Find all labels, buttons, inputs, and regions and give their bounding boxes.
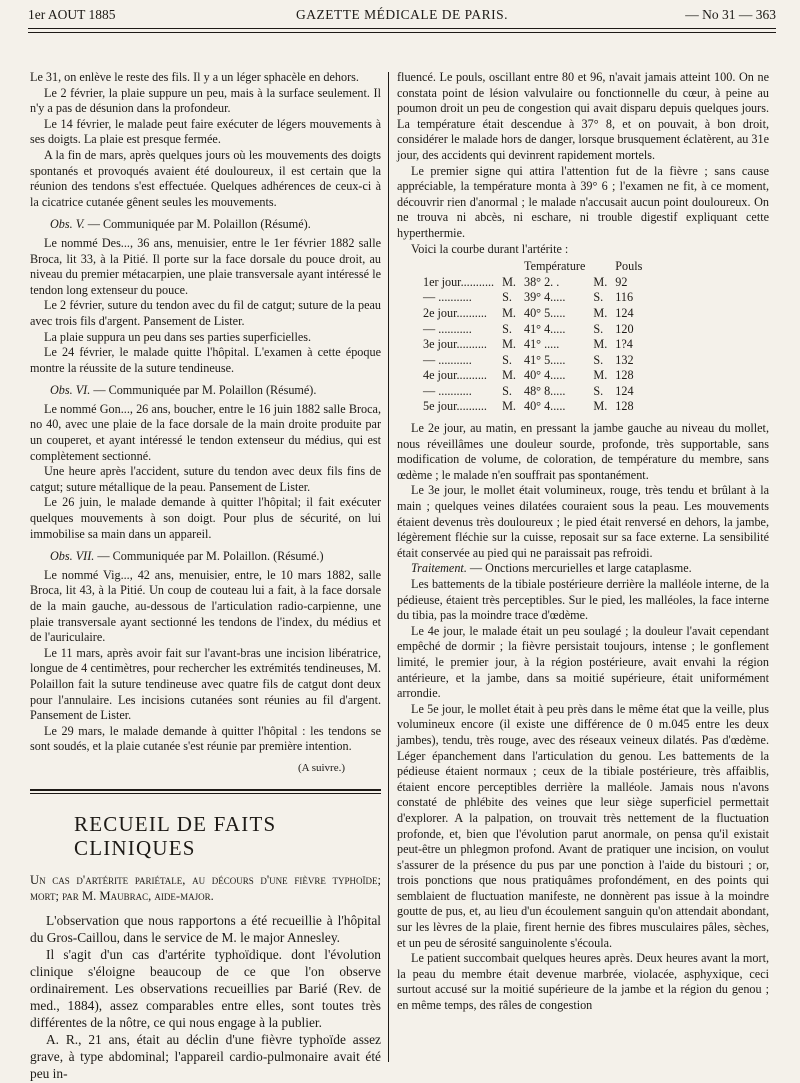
cell-day: — ........... — [423, 352, 472, 367]
table-row — [419, 275, 646, 291]
treatment-label: Traitement. — [411, 561, 467, 576]
cell-temp: 40° 4..... — [523, 399, 566, 414]
paragraph: Le patient succombait quelques heures après. Deux heures avant la mort, la peau du membre était devenue marbrée, violacée, asphyxique, ceci surtout accusé sur la moitié supérieure de la jambe et la région du genou ; en même temps, des râles de congestion — [397, 951, 769, 1013]
paragraph: A. R., 21 ans, était au déclin d'une fièvre typhoïde assez grave, à type abdominal; l'appareil cardio-pulmonaire avait été peu in- — [30, 1031, 381, 1081]
table-header-row — [419, 259, 646, 275]
paragraph: Le 11 mars, après avoir fait sur l'avant-bras une incision libératrice, longue de 4 centimètres, pour rechercher les extrémités tendineuses, M. Polaillon fait la suture tendineuse avec quatre fils de catgut dont deux pour l'annulaire. Les incisions cutanées sont réunies au fil d'argent. Pansement de Lister. — [30, 645, 381, 723]
cell-tm: M. — [502, 305, 516, 320]
paragraph: L'observation que nous rapportons a été recueillie à l'hôpital du Gros-Caillou, dans le service de M. le major Annesley. — [30, 912, 381, 945]
cell-tm: S. — [502, 352, 512, 367]
paragraph: Le 5e jour, le mollet était à peu près dans le même état que la veille, plus volumineux encore (il existe une différence de 0 m.045 entre les deux jambes), tendu, très rouge, avec des réseaux veineux dilatés. Pas d'œdème. Léger épanchement dans l'articulation du genou. Les battements de la pédieuse étaient normaux ; ceux de la tibiale postérieure, très affaiblis, étaient encore perceptibles derrière la malléole. Jamais nous n'avons constaté de phlébite des veines que leur siège superficiel permettait d'explorer. A la palpation, on trouvait très nettement de la fluctuation profonde, et, bien que l'évolution parut anormale, on pensa qu'il existait peut-être un phlegmon profond. Avant de pratiquer une incision, on voulut s'assurer de la présence du pus par une ponction à l'aide du bistouri ; or, trois ponctions que nous pratiquâmes profondément, en des points qui semblaient de fluctuation manifeste, ne donnèrent pas issue à la moindre goutte de pus, et, au lieu d'un écoulement sanguin qu'on attendait abondant, sur les lèvres de la plaie, firent hernie des fibres musculaires pâles, sèches, et un peu de sérosité sanguinolente s'écoula. — [397, 701, 769, 950]
paragraph: Le premier signe qui attira l'attention fut de la fièvre ; sans cause appréciable, la température monta à 39° 6 ; l'examen ne fit, à ce moment, découvrir rien d'anormal ; le malade n'accusait aucun point douloureux. On ne trouva ni abcès, ni eschare, ni trouble digestif expliquant cette hyperthermie. — [397, 163, 769, 240]
observation-heading — [30, 383, 381, 399]
paragraph: Le 3e jour, le mollet était volumineux, rouge, très tendu et brûlant à la main ; quelques veines dilatées couraient sous la peau. Les mouvements étaient devenus très douloureux ; le pied était renversé en dehors, la jambe, légèrement fléchie sur la cuisse, reposait sur sa face externe. La sensibilité était conservée au pied qui ne paraissait pas refroidi. — [397, 483, 769, 560]
cell-temp: 38° 2. . — [523, 274, 560, 289]
table-row — [419, 368, 646, 384]
cell-day: 1er jour........... — [423, 274, 495, 289]
paragraph: Il s'agit d'un cas d'artérite typhoïdique. dont l'évolution clinique s'éloigne beaucoup de ce que l'on observe ordinairement. Les observations recueillies par Barié (Rev. de med., 1884), assez comparables entre elles, sont toutes très différentes de la nôtre, ce qui nous engage à la publier. — [30, 946, 381, 1030]
column-header-pouls: Pouls — [615, 259, 643, 274]
paragraph: Le 24 février, le malade quitte l'hôpital. L'examen à cette époque montre la réussite de la suture tendineuse. — [30, 345, 381, 375]
cell-pm: M. — [593, 274, 608, 289]
paragraph: Voici la courbe durant l'artérite : — [411, 241, 569, 256]
cell-day: 5e jour.......... — [423, 399, 487, 414]
cell-temp: 39° 4..... — [523, 290, 566, 305]
cell-pm: M. — [593, 305, 608, 320]
cell-pm: S. — [593, 383, 604, 398]
table-row — [419, 322, 646, 338]
cell-day: 2e jour.......... — [423, 305, 487, 320]
cell-pouls: 116 — [615, 290, 634, 305]
paragraph: Le 4e jour, le malade était un peu soulagé ; la douleur l'avait cependant empêché de dormir ; la fièvre persistait toujours, intense ; le gonflement limité, le premier jour, à la région postérieure, avait envahi la région antérieure, et la jambe, dans sa moitié supérieure, était uniformément arrondie. — [397, 623, 769, 701]
paragraph: fluencé. Le pouls, oscillant entre 80 et 96, n'avait jamais atteint 100. On ne constata point de lésion valvulaire ou fonctionnelle du cœur, à peine au poumon droit un peu de congestion qui avait disparu depuis quelques jours. La température était descendue à 37° 8, et on pouvait, à bon droit, considérer le malade hors de danger, lorsque brusquement éclatèrent, au 31e jour, des accidents qui devinrent rapidement mortels. — [397, 70, 769, 162]
paragraph: Le 31, on enlève le reste des fils. Il y a un léger sphacèle en dehors. — [30, 70, 359, 84]
header-rule-thin — [28, 32, 776, 33]
cell-tm: M. — [502, 368, 516, 383]
table-row — [419, 399, 646, 415]
paragraph: Les battements de la tibiale postérieure derrière la malléole interne, de la pédieuse, étaient très perceptibles. Sur le pied, les malléoles, la face interne du tibia, pas la moindre trace d'œdème. — [397, 577, 769, 623]
column-header-temperature: Température — [523, 259, 586, 274]
cell-tm: S. — [502, 290, 512, 305]
observation-label: Obs. VI. — [50, 383, 91, 398]
paragraph: Le nommé Des..., 36 ans, menuisier, entre le 1er février 1882 salle Broca, lit 33, à la Pitié. Il porte sur la face dorsale du pouce droit, au niveau du premier métacarpien, une plaie transversale ayant intéressé le tendon long extenseur du pouce. — [30, 235, 381, 297]
observation-heading — [30, 217, 381, 233]
paragraph: Le 2 février, la plaie suppure un peu, mais à la surface seulement. Il n'y a pas de désunion dans la profondeur. — [30, 85, 381, 116]
cell-temp: 41° 4..... — [523, 321, 566, 336]
observation-title: — Communiquée par M. Polaillon (Résumé). — [84, 217, 311, 232]
page-header — [28, 6, 776, 24]
cell-pm: S. — [593, 352, 604, 367]
to-be-continued: (A suivre.) — [297, 761, 345, 774]
cell-pouls: 1?4 — [615, 337, 633, 352]
cell-day: 3e jour.......... — [423, 337, 487, 352]
observation-title: — Communiquée par M. Polaillon. (Résumé.) — [94, 549, 324, 564]
cell-pm: M. — [593, 399, 608, 414]
cell-temp: 40° 4..... — [523, 368, 566, 383]
cell-pm: S. — [593, 321, 604, 336]
cell-pouls: 92 — [615, 274, 628, 289]
cell-pm: S. — [593, 290, 604, 305]
section-title: RECUEIL DE FAITS CLINIQUES — [74, 811, 277, 860]
cell-temp: 48° 8..... — [523, 383, 566, 398]
case-body — [30, 912, 381, 1082]
observation-title: — Communiquée par M. Polaillon (Résumé). — [90, 383, 317, 398]
paragraph: Le nommé Vig..., 42 ans, menuisier, entre, le 10 mars 1882, salle Broca, lit 43, à la Pitié. Un coup de couteau lui a fait, à la face dorsale de la main gauche, au-dessous de l'articulation radio-carpienne, une plaie transversale ayant sectionné les tendons de l'index, du médius et de l'auriculaire. — [30, 567, 381, 645]
table-row — [419, 306, 646, 322]
observation-label: Obs. V. — [50, 217, 85, 232]
cell-pouls: 120 — [615, 321, 634, 336]
paragraph: Le 2e jour, au matin, en pressant la jambe gauche au niveau du mollet, nous réveillâmes une douleur sourde, profonde, très supportable, sans modification de volume, de coloration, de température du membre, sans œdème ; le malade n'en souffrait pas spontanément. — [397, 421, 769, 482]
paragraph — [397, 561, 769, 577]
treatment-text: — Onctions mercurielles et large cataplasme. — [466, 561, 692, 576]
left-column — [30, 70, 381, 1082]
header-date: 1er AOUT 1885 — [28, 7, 116, 22]
column-divider — [388, 72, 389, 1062]
paragraph: Le 26 juin, le malade demande à quitter l'hôpital; il fait exécuter quelques mouvements à son doigt. Pour plus de sécurité, on lui immobilise sa main dans un appareil. — [30, 495, 381, 541]
header-title: GAZETTE MÉDICALE DE PARIS. — [296, 7, 508, 22]
paragraph: La plaie suppura un peu dans ses parties superficielles. — [44, 329, 312, 344]
observation-label: Obs. VII. — [50, 549, 95, 564]
cell-day: — ........... — [423, 290, 472, 305]
cell-pouls: 124 — [615, 305, 634, 320]
table-row — [419, 353, 646, 369]
section-divider — [30, 789, 381, 794]
cell-pm: M. — [593, 337, 608, 352]
table-body — [419, 275, 646, 415]
case-title: Un cas d'artérite pariétale, au décours d'une fièvre typhoïde; mort; par M. Maubrac, aide-major. — [30, 872, 381, 903]
paragraph: A la fin de mars, après quelques jours où les mouvements des doigts spontanés et provoqués avaient été douloureux, il est certain que la réunion des tendons s'est effectuée. Quelques adhérences de ceux-ci à la cicatrice cutanée gênent seules les mouvements. — [30, 147, 381, 209]
table-row — [419, 290, 646, 306]
paragraph: Le nommé Gon..., 26 ans, boucher, entre le 16 juin 1882 salle Broca, no 40, avec une plaie de la face dorsale de la main droite produite par un couperet, et ayant intéressé le tendon extenseur du médius, qui est complètement sectionné. — [30, 401, 381, 463]
cell-pm: M. — [593, 368, 608, 383]
paragraph: Le 14 février, le malade peut faire exécuter de légers mouvements à ses doigts. La plaie est presque fermée. — [30, 116, 381, 147]
cell-day: — ........... — [423, 383, 472, 398]
paragraph: Une heure après l'accident, suture du tendon avec deux fils fins de catgut; suture métallique de la peau. Pansement de Lister. — [30, 464, 381, 494]
paragraph: Le 29 mars, le malade demande à quitter l'hôpital : les tendons se sont soudés, et la plaie cutanée s'est réunie par première intention. — [30, 723, 381, 754]
paragraph: Le 2 février, suture du tendon avec du fil de catgut; suture de la peau avec trois fils d'argent. Pansement de Lister. — [30, 298, 381, 328]
temperature-table — [419, 259, 646, 415]
cell-temp: 41° 5..... — [523, 352, 566, 367]
cell-tm: S. — [502, 383, 512, 398]
cell-tm: M. — [502, 274, 516, 289]
cell-tm: M. — [502, 399, 516, 414]
cell-temp: 40° 5..... — [523, 305, 566, 320]
cell-tm: M. — [502, 337, 516, 352]
header-page-number: — No 31 — 363 — [685, 7, 776, 22]
right-column — [397, 70, 769, 1014]
cell-temp: 41° ..... — [523, 337, 560, 352]
cell-pouls: 124 — [615, 383, 634, 398]
cell-pouls: 132 — [615, 352, 634, 367]
table-row — [419, 384, 646, 400]
cell-tm: S. — [502, 321, 512, 336]
header-rule-thick — [28, 28, 776, 29]
cell-pouls: 128 — [615, 368, 634, 383]
cell-day: 4e jour.......... — [423, 368, 487, 383]
cell-pouls: 128 — [615, 399, 634, 414]
table-row — [419, 337, 646, 353]
observation-heading — [30, 549, 381, 565]
cell-day: — ........... — [423, 321, 472, 336]
